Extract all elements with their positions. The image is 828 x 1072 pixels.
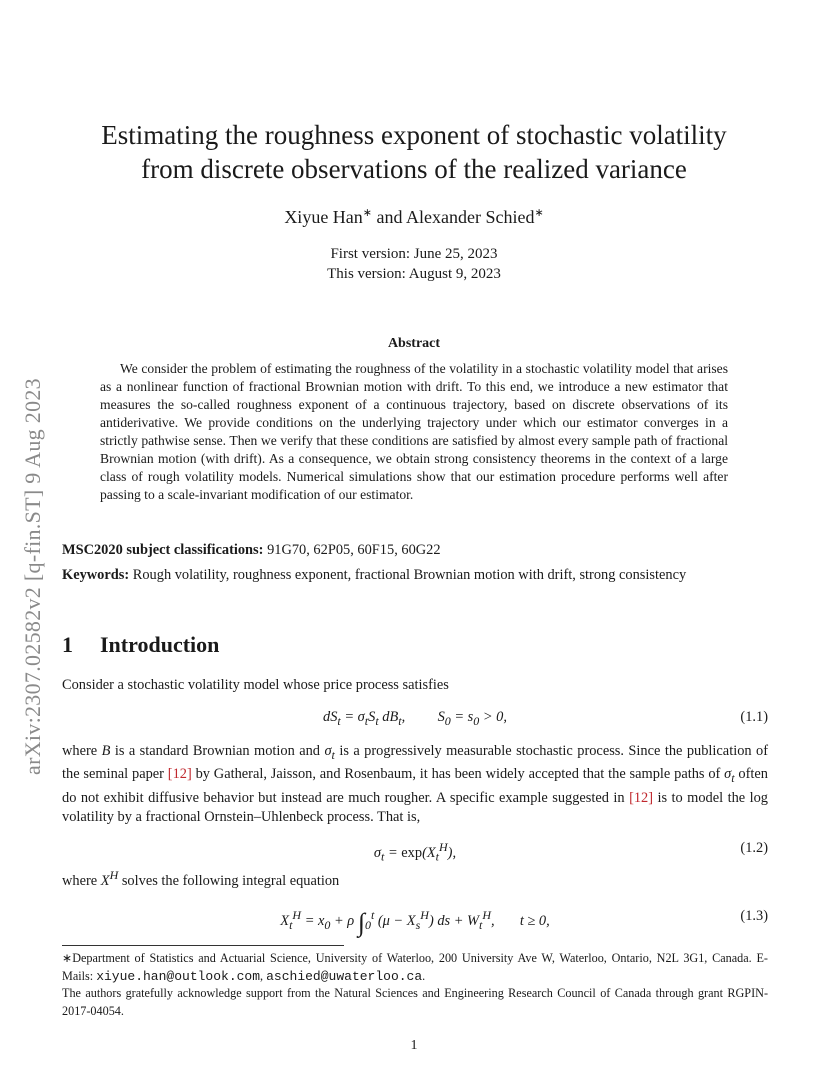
intro-paragraph-1: Consider a stochastic volatility model whose price process satisfies	[62, 677, 449, 693]
keywords-value: Rough volatility, roughness exponent, fractional Brownian motion with drift, strong consistency	[129, 567, 687, 583]
msc-label: MSC2020 subject classifications:	[62, 542, 264, 558]
title-line-2: from discrete observations of the realized variance	[141, 154, 687, 184]
section-number: 1	[62, 632, 73, 657]
msc-classifications	[62, 541, 768, 560]
intro-paragraph-2: where B is a standard Brownian motion and $\sigma_t$ is a progressively measurable stochastic process. Since the publication of the seminal paper [12] by Gatheral, Jaisson, and Rosenbaum, it has been widely accepted that the sample paths of $\sigma_t$ often do not exhibit diffusive behavior but instead are much rougher. A specific example suggested in [12] is to model the log volatility by a fractional Ornstein–Uhlenbeck process. That is,	[62, 743, 768, 826]
equation-1-1	[62, 709, 768, 731]
equation-body: $dS_t = \sigma_tS_t$ $dB_t$, $S_0 = s_0 > 0$,	[323, 709, 507, 728]
email-link[interactable]: xiyue.han@outlook.com	[96, 968, 261, 984]
footnote-funding: The authors gratefully acknowledge support from the Natural Sciences and Engineering Research Council of Canada through grant RGPIN-2017-04054.	[62, 986, 768, 1018]
equation-body: $\sigma_t = \exp(X_t^H)$,	[373, 840, 457, 864]
first-version: First version: June 25, 2023	[330, 246, 498, 262]
keywords-label: Keywords:	[62, 567, 130, 583]
author-name: Xiyue Han	[284, 207, 363, 227]
footnote-affiliation: ∗Department of Statistics and Actuarial Science, University of Waterloo, 200 University Ave W, Waterloo, Ontario, N2L 3G1, Canada. E-Mails: xiyue.han@outlook.com, aschied@uwaterloo.ca.	[62, 951, 768, 984]
footnote-rule	[62, 945, 344, 946]
section-title: Introduction	[100, 632, 220, 657]
footnote-mark: ∗	[534, 207, 544, 219]
citation-link[interactable]: [12]	[167, 766, 192, 783]
title-line-1: Estimating the roughness exponent of stochastic volatility	[101, 120, 727, 150]
abstract-heading: Abstract	[387, 336, 441, 351]
citation-link[interactable]: [12]	[629, 789, 654, 806]
equation-label: (1.3)	[740, 908, 768, 924]
author-name: Alexander Schied	[406, 207, 535, 227]
intro-paragraph-3: where $X^H$ solves the following integral equation	[62, 868, 340, 889]
footnote-mark: ∗	[362, 207, 373, 219]
version-info	[0, 244, 828, 284]
author-connector: and	[372, 207, 407, 227]
msc-value: 91G70, 62P05, 60F15, 60G22	[263, 542, 441, 558]
equation-label: (1.2)	[740, 840, 768, 856]
keywords	[62, 566, 768, 585]
arxiv-identifier: arXiv:2307.02582v2 [q-fin.ST] 9 Aug 2023	[20, 378, 45, 775]
equation-1-2	[62, 840, 768, 862]
equation-body: $X_t^H = x_0 + \rho$ $\int_0^t$ $(\mu - X_s^H)$ ds + $W_t^H$, t ≥ 0,	[280, 908, 550, 937]
equation-1-3	[62, 908, 768, 937]
author-list	[0, 206, 828, 228]
page-number: 1	[410, 1038, 418, 1053]
section-heading	[62, 632, 219, 658]
abstract-text: We consider the problem of estimating the roughness of the volatility in a stochastic volatility model that arises as a nonlinear function of fractional Brownian motion with drift. To this end, we introduce a new estimator that measures the so-called roughness exponent of a continuous trajectory, based on discrete observations of its antiderivative. We provide conditions on the underlying trajectory under which our estimator converges in a strictly pathwise sense. Then we verify that these conditions are satisfied by almost every sample path of fractional Brownian motion (with drift). As a consequence, we obtain strong consistency theorems in the context of a large class of rough volatility models. Numerical simulations show that our estimation procedure performs well after passing to a scale-invariant modification of our estimator.	[100, 361, 728, 502]
email-link[interactable]: aschied@uwaterloo.ca	[266, 968, 423, 984]
footnote	[62, 950, 768, 1020]
paper-title	[60, 118, 768, 186]
current-version: This version: August 9, 2023	[327, 266, 501, 282]
equation-label: (1.1)	[740, 709, 768, 725]
